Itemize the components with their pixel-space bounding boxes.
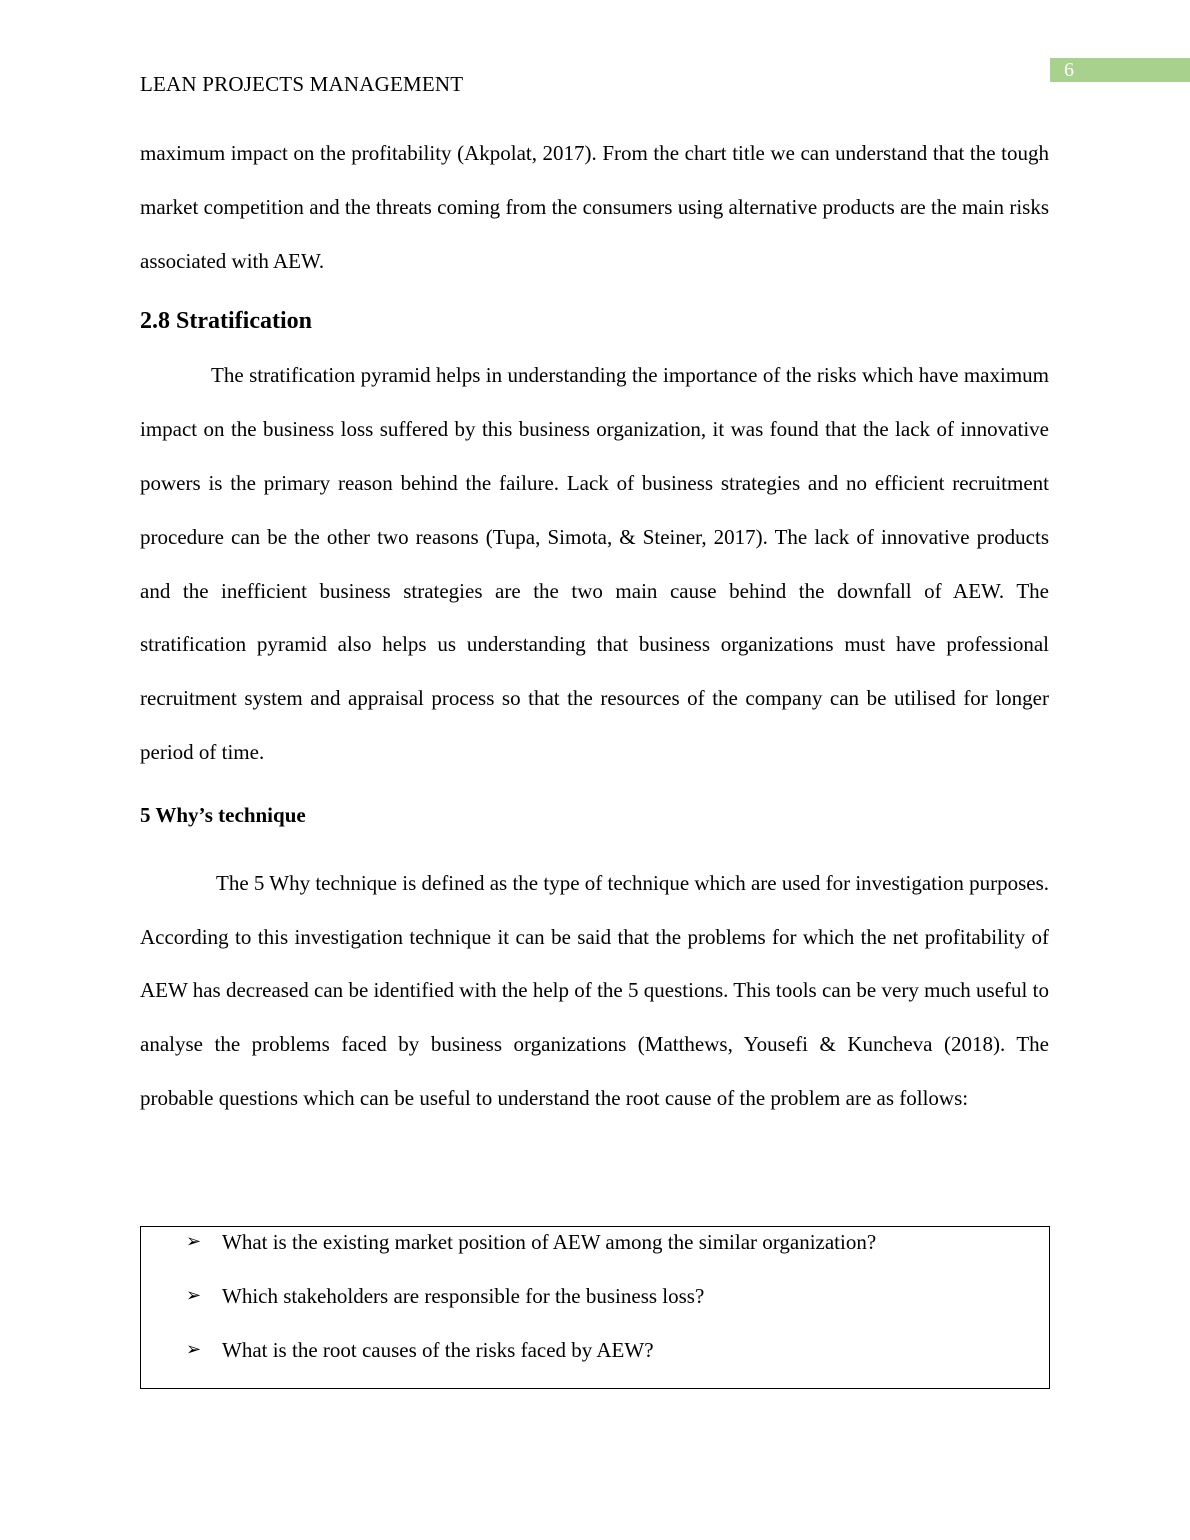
page-number-text: 6 [1064, 59, 1074, 81]
questions-box [140, 1226, 1050, 1389]
list-item [141, 1281, 1049, 1335]
arrow-bullet-icon: ➢ [186, 1284, 202, 1306]
question-text: Which stakeholders are responsible for the business loss? [222, 1283, 705, 1308]
section-heading-stratification: 2.8 Stratification [140, 308, 312, 335]
questions-list [141, 1227, 1049, 1388]
arrow-bullet-icon: ➢ [186, 1338, 202, 1360]
question-text: What is the root causes of the risks faced by AEW? [222, 1337, 654, 1362]
question-text: What is the existing market position of AEW among the similar organization? [222, 1230, 877, 1254]
document-body [140, 127, 1049, 1126]
list-item [141, 1335, 1049, 1389]
paragraph-continuation: maximum impact on the profitability (Akpolat, 2017). From the chart title we can understand that the tough market competition and the threats coming from the consumers using alternative products are the main risks associated with AEW. [140, 141, 1049, 273]
paragraph-five-whys: The 5 Why technique is defined as the type of technique which are used for investigation purposes. According to this investigation technique it can be said that the problems for which the net profitability of AEW has decreased can be identified with the help of the 5 questions. This tools can be very much useful to analyse the problems faced by business organizations (Matthews, Yousefi & Kuncheva (2018). The probable questions which can be useful to understand the root cause of the problem are as follows: [140, 870, 1049, 1110]
running-head: LEAN PROJECTS MANAGEMENT [140, 72, 464, 96]
page-number [1050, 58, 1190, 82]
list-item [141, 1227, 1049, 1281]
paragraph-stratification: The stratification pyramid helps in understanding the importance of the risks which have maximum impact on the business loss suffered by this business organization, it was found that the lack of innovative powers is the primary reason behind the failure. Lack of business strategies and no efficient recruitment procedure can be the other two reasons (Tupa, Simota, & Steiner, 2017). The lack of innovative products and the inefficient business strategies are the two main cause behind the downfall of AEW. The stratification pyramid also helps us understanding that business organizations must have professional recruitment system and appraisal process so that the resources of the company can be utilised for longer period of time. [140, 363, 1049, 764]
section-heading-five-whys: 5 Why’s technique [140, 802, 306, 827]
arrow-bullet-icon: ➢ [186, 1231, 202, 1252]
